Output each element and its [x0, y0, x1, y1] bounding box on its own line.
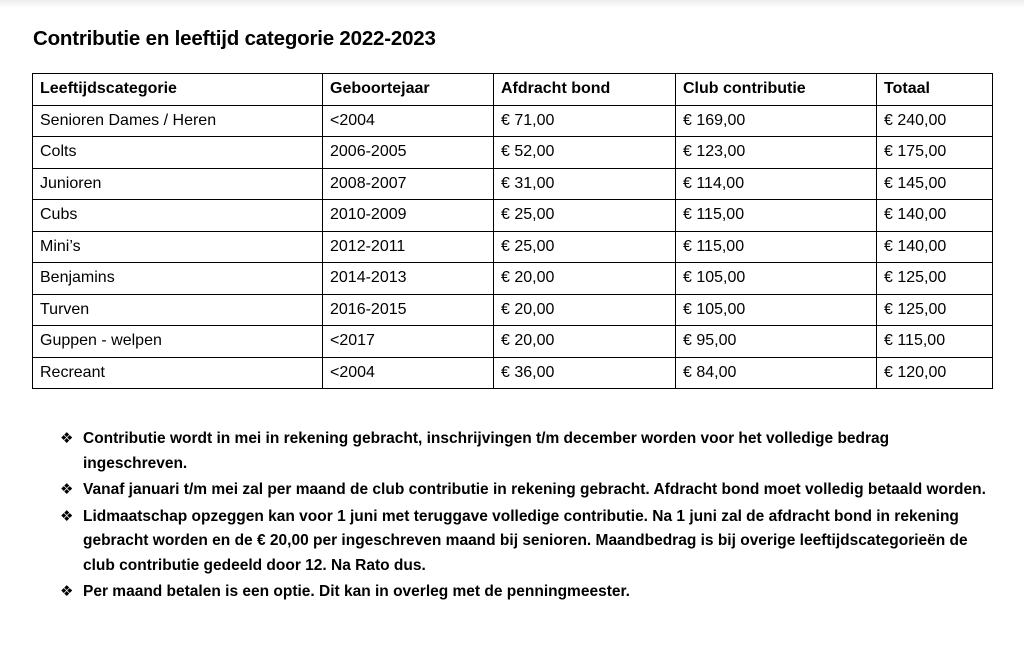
- cell-club-fee: € 115,00: [676, 231, 877, 263]
- cell-total: € 145,00: [877, 168, 993, 200]
- cell-age-category: Guppen - welpen: [33, 326, 323, 358]
- list-item: [60, 478, 995, 503]
- table-row: [33, 231, 993, 263]
- cell-club-fee: € 105,00: [676, 294, 877, 326]
- cell-total: € 140,00: [877, 231, 993, 263]
- cell-age-category: Mini’s: [33, 231, 323, 263]
- cell-age-category: Recreant: [33, 357, 323, 389]
- page-top-shade: [0, 0, 1024, 8]
- cell-club-fee: € 115,00: [676, 200, 877, 232]
- table-row: [33, 263, 993, 295]
- table-row: [33, 168, 993, 200]
- list-item: [60, 427, 995, 476]
- cell-club-fee: € 123,00: [676, 137, 877, 169]
- cell-age-category: Colts: [33, 137, 323, 169]
- cell-birth-year: 2012-2011: [323, 231, 494, 263]
- cell-federation-fee: € 71,00: [494, 105, 676, 137]
- cell-total: € 125,00: [877, 263, 993, 295]
- cell-birth-year: 2010-2009: [323, 200, 494, 232]
- cell-federation-fee: € 25,00: [494, 200, 676, 232]
- column-header-total: Totaal: [877, 74, 993, 106]
- diamond-dots-icon: ❖: [60, 430, 74, 447]
- cell-age-category: Senioren Dames / Heren: [33, 105, 323, 137]
- diamond-dots-icon: ❖: [60, 481, 74, 498]
- table-row: [33, 137, 993, 169]
- cell-federation-fee: € 52,00: [494, 137, 676, 169]
- list-item: [60, 505, 995, 579]
- page-title: Contributie en leeftijd categorie 2022-2023: [33, 27, 436, 50]
- column-header-club-fee: Club contributie: [676, 74, 877, 106]
- cell-federation-fee: € 20,00: [494, 326, 676, 358]
- cell-age-category: Turven: [33, 294, 323, 326]
- column-header-birth-year: Geboortejaar: [323, 74, 494, 106]
- cell-federation-fee: € 31,00: [494, 168, 676, 200]
- cell-club-fee: € 105,00: [676, 263, 877, 295]
- table-row: [33, 105, 993, 137]
- cell-birth-year: 2016-2015: [323, 294, 494, 326]
- cell-club-fee: € 169,00: [676, 105, 877, 137]
- cell-total: € 115,00: [877, 326, 993, 358]
- cell-total: € 125,00: [877, 294, 993, 326]
- cell-total: € 120,00: [877, 357, 993, 389]
- cell-federation-fee: € 20,00: [494, 263, 676, 295]
- note-text: Contributie wordt in mei in rekening gebracht, inschrijvingen t/m december worden voor het volledige bedrag ingeschreven.: [83, 430, 890, 472]
- cell-birth-year: <2004: [323, 105, 494, 137]
- table-row: [33, 294, 993, 326]
- table-row: [33, 357, 993, 389]
- cell-club-fee: € 114,00: [676, 168, 877, 200]
- cell-age-category: Junioren: [33, 168, 323, 200]
- table-row: [33, 326, 993, 358]
- cell-birth-year: <2004: [323, 357, 494, 389]
- cell-birth-year: <2017: [323, 326, 494, 358]
- contribution-table: [32, 73, 993, 389]
- column-header-federation-fee: Afdracht bond: [494, 74, 676, 106]
- cell-federation-fee: € 36,00: [494, 357, 676, 389]
- cell-club-fee: € 95,00: [676, 326, 877, 358]
- list-item: [60, 580, 995, 605]
- table-header-row: [33, 74, 993, 106]
- cell-age-category: Benjamins: [33, 263, 323, 295]
- table-row: [33, 200, 993, 232]
- cell-total: € 175,00: [877, 137, 993, 169]
- cell-total: € 240,00: [877, 105, 993, 137]
- cell-age-category: Cubs: [33, 200, 323, 232]
- cell-federation-fee: € 20,00: [494, 294, 676, 326]
- diamond-dots-icon: ❖: [60, 507, 74, 525]
- note-text: Lidmaatschap opzeggen kan voor 1 juni met teruggave volledige contributie. Na 1 juni zal de afdracht bond in rekening gebracht worden en de € 20,00 per ingeschreven maand bij senioren. Maandbedrag is bij overige leeftijdscategorieën de club contributie gedeeld door 12. Na Rato dus.: [83, 507, 968, 574]
- cell-club-fee: € 84,00: [676, 357, 877, 389]
- cell-birth-year: 2006-2005: [323, 137, 494, 169]
- notes-list: [60, 427, 995, 607]
- diamond-dots-icon: ❖: [60, 583, 74, 600]
- column-header-age-category: Leeftijdscategorie: [33, 74, 323, 106]
- cell-total: € 140,00: [877, 200, 993, 232]
- note-text: Vanaf januari t/m mei zal per maand de club contributie in rekening gebracht. Afdracht bond moet volledig betaald worden.: [83, 481, 986, 498]
- note-text: Per maand betalen is een optie. Dit kan in overleg met de penningmeester.: [83, 583, 630, 600]
- cell-federation-fee: € 25,00: [494, 231, 676, 263]
- cell-birth-year: 2008-2007: [323, 168, 494, 200]
- cell-birth-year: 2014-2013: [323, 263, 494, 295]
